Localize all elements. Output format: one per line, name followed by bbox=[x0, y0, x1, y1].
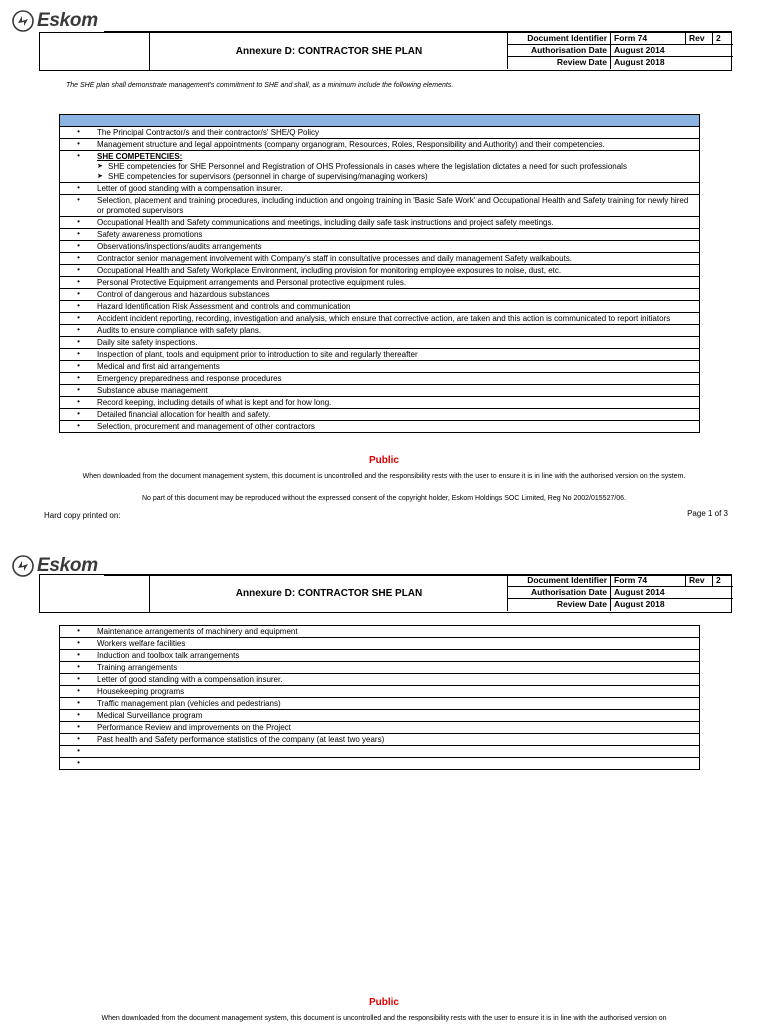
bullet-icon: • bbox=[77, 265, 80, 274]
eskom-logo-icon bbox=[12, 555, 34, 577]
logo-text: Eskom bbox=[37, 555, 98, 576]
list-item bbox=[60, 650, 699, 662]
header-blank-cell bbox=[40, 575, 150, 612]
list-item bbox=[60, 253, 699, 265]
bullet-icon: • bbox=[77, 746, 80, 755]
bullet-icon: • bbox=[77, 421, 80, 430]
bullet-icon: • bbox=[77, 349, 80, 358]
item-text: Workers welfare facilities bbox=[97, 639, 186, 648]
item-text: Contractor senior management involvement with Company's staff in consultative processes and daily management Safety walkabouts. bbox=[97, 254, 572, 263]
bullet-icon: • bbox=[77, 758, 80, 767]
list-item bbox=[60, 127, 699, 139]
sub-list-item bbox=[97, 172, 695, 182]
bullet-icon: • bbox=[77, 662, 80, 671]
classification-public: Public bbox=[368, 997, 399, 1008]
sub-item-text: SHE competencies for supervisors (personnel in charge of supervising/managing workers) bbox=[108, 172, 428, 181]
bullet-icon: • bbox=[77, 698, 80, 707]
item-text: Personal Protective Equipment arrangements and Personal protective equipment rules. bbox=[97, 278, 407, 287]
list-item bbox=[60, 313, 699, 325]
review-label: Review Date bbox=[507, 57, 611, 69]
list-item bbox=[60, 195, 699, 217]
list-item bbox=[60, 746, 699, 758]
auth-value: August 2014 bbox=[611, 45, 733, 57]
item-text: Inspection of plant, tools and equipment prior to introduction to site and regularly thereafter bbox=[97, 350, 418, 359]
list-item bbox=[60, 686, 699, 698]
item-text: Occupational Health and Safety Workplace Environment, including provision for monitoring employee exposures to noise, dust, etc. bbox=[97, 266, 562, 275]
bullet-icon: • bbox=[77, 373, 80, 382]
list-item bbox=[60, 397, 699, 409]
bullet-icon: • bbox=[77, 127, 80, 136]
list-item bbox=[60, 662, 699, 674]
header-meta bbox=[507, 33, 733, 70]
bullet-icon: • bbox=[77, 397, 80, 406]
list-item bbox=[60, 337, 699, 349]
list-item bbox=[60, 277, 699, 289]
header-blank-cell bbox=[40, 33, 150, 70]
bullet-icon: • bbox=[77, 686, 80, 695]
list-item bbox=[60, 698, 699, 710]
hard-copy-printed: Hard copy printed on: bbox=[44, 511, 121, 520]
list-item bbox=[60, 265, 699, 277]
bullet-icon: • bbox=[77, 217, 80, 226]
bullet-icon: • bbox=[77, 734, 80, 743]
bullet-icon: • bbox=[77, 325, 80, 334]
doc-id-value: Form 74 bbox=[611, 33, 685, 45]
item-text: Audits to ensure compliance with safety plans. bbox=[97, 326, 262, 335]
list-item bbox=[60, 361, 699, 373]
classification-public: Public bbox=[368, 455, 399, 466]
item-text: Training arrangements bbox=[97, 663, 178, 672]
item-text: Record keeping, including details of what is kept and for how long. bbox=[97, 398, 332, 407]
sub-item-text: SHE competencies for SHE Personnel and Registration of OHS Professionals in cases where the legislation dictates a need for such professionals bbox=[108, 162, 627, 171]
review-value: August 2018 bbox=[614, 599, 665, 609]
bullet-icon: • bbox=[77, 139, 80, 148]
document-title: Annexure D: CONTRACTOR SHE PLAN bbox=[235, 588, 423, 599]
list-item bbox=[60, 638, 699, 650]
rev-value: 2 bbox=[713, 575, 733, 587]
list-item bbox=[60, 139, 699, 151]
meta-row-review bbox=[507, 57, 733, 69]
bullet-icon: • bbox=[77, 674, 80, 683]
logo-text: Eskom bbox=[37, 10, 98, 31]
item-text: Occupational Health and Safety communications and meetings, including daily safe task instructions and project safety meetings. bbox=[97, 218, 554, 227]
disclaimer-uncontrolled: When downloaded from the document management system, this document is uncontrolled and the responsibility rests with the user to ensure it is in line with the authorised version on bbox=[101, 1015, 667, 1022]
bullet-icon: • bbox=[77, 241, 80, 250]
item-text: Emergency preparedness and response procedures bbox=[97, 374, 282, 383]
item-text: Substance abuse management bbox=[97, 386, 208, 395]
bullet-icon: • bbox=[77, 195, 80, 204]
meta-row-identifier bbox=[507, 33, 733, 45]
item-text: Selection, procurement and management of other contractors bbox=[97, 422, 315, 431]
list-item bbox=[60, 722, 699, 734]
bullet-icon: • bbox=[77, 253, 80, 262]
item-text: Accident incident reporting, recording, investigation and analysis, which ensure that corrective action, are taken and this action is communicated to report initiators bbox=[97, 314, 671, 323]
item-text: Performance Review and improvements on the Project bbox=[97, 723, 291, 732]
meta-row-identifier bbox=[507, 575, 733, 587]
list-item bbox=[60, 373, 699, 385]
list-item bbox=[60, 151, 699, 183]
list-item bbox=[60, 758, 699, 770]
bullet-icon: • bbox=[77, 710, 80, 719]
bullet-icon: • bbox=[77, 626, 80, 635]
list-item bbox=[60, 229, 699, 241]
review-value: August 2018 bbox=[614, 57, 665, 67]
doc-id-label: Document Identifier bbox=[507, 33, 611, 45]
item-text: Selection, placement and training procedures, including induction and ongoing training in 'Basic Safe Work' and Occupational Health and Safety training for newly hired or promoted supervisors bbox=[97, 196, 689, 215]
doc-id-value: Form 74 bbox=[611, 575, 685, 587]
bullet-icon: • bbox=[77, 183, 80, 192]
disclaimer-copyright: No part of this document may be reproduced without the expressed consent of the copyright holder, Eskom Holdings SOC Limited, Reg No 2002/015527/06. bbox=[141, 495, 627, 502]
bullet-icon: • bbox=[77, 277, 80, 286]
bullet-icon: • bbox=[77, 361, 80, 370]
auth-label: Authorisation Date bbox=[507, 45, 611, 57]
meta-row-authorisation bbox=[507, 587, 733, 599]
item-text: Maintenance arrangements of machinery and equipment bbox=[97, 627, 298, 636]
intro-text: The SHE plan shall demonstrate management's commitment to SHE and shall, as a minimum include the following elements. bbox=[66, 82, 454, 89]
bullet-icon: • bbox=[77, 638, 80, 647]
bullet-icon: • bbox=[77, 722, 80, 731]
bullet-icon: • bbox=[77, 409, 80, 418]
rev-label: Rev bbox=[685, 575, 713, 587]
item-text: Medical Surveillance program bbox=[97, 711, 203, 720]
bullet-icon: • bbox=[77, 229, 80, 238]
item-text: Detailed financial allocation for health and safety. bbox=[97, 410, 271, 419]
document-header bbox=[39, 32, 732, 71]
sub-list-item bbox=[97, 162, 695, 172]
doc-id-label: Document Identifier bbox=[507, 575, 611, 587]
item-text: Medical and first aid arrangements bbox=[97, 362, 220, 371]
table-header-band bbox=[60, 115, 699, 127]
list-item bbox=[60, 409, 699, 421]
item-text: Control of dangerous and hazardous substances bbox=[97, 290, 270, 299]
list-item bbox=[60, 349, 699, 361]
header-meta bbox=[507, 575, 733, 612]
list-item bbox=[60, 710, 699, 722]
item-text: Daily site safety inspections. bbox=[97, 338, 198, 347]
item-text: Management structure and legal appointments (company organogram, Resources, Roles, Responsibility and Authority) and their competencies. bbox=[97, 140, 605, 149]
list-item bbox=[60, 241, 699, 253]
item-text bbox=[97, 746, 699, 747]
list-item bbox=[60, 217, 699, 229]
list-item bbox=[60, 183, 699, 195]
rev-value: 2 bbox=[713, 33, 733, 45]
meta-row-review bbox=[507, 599, 733, 611]
list-item bbox=[60, 674, 699, 686]
bullet-icon: • bbox=[77, 385, 80, 394]
auth-label: Authorisation Date bbox=[507, 587, 611, 599]
eskom-logo bbox=[12, 10, 98, 32]
bullet-icon: • bbox=[77, 289, 80, 298]
list-item bbox=[60, 301, 699, 313]
document-header bbox=[39, 574, 732, 613]
list-item bbox=[60, 385, 699, 397]
list-item bbox=[60, 626, 699, 638]
rev-label: Rev bbox=[685, 33, 713, 45]
page-number: Page 1 of 3 bbox=[687, 509, 728, 518]
item-text: Past health and Safety performance statistics of the company (at least two years) bbox=[97, 735, 385, 744]
item-text: Induction and toolbox talk arrangements bbox=[97, 651, 240, 660]
bullet-icon: • bbox=[77, 151, 80, 160]
item-text: The Principal Contractor/s and their contractor/s' SHE/Q Policy bbox=[97, 128, 320, 137]
bullet-icon: • bbox=[77, 337, 80, 346]
bullet-icon: • bbox=[77, 301, 80, 310]
list-item bbox=[60, 734, 699, 746]
item-text bbox=[97, 758, 699, 759]
list-item bbox=[60, 289, 699, 301]
bullet-icon: • bbox=[77, 650, 80, 659]
she-elements-table-page2 bbox=[59, 625, 700, 770]
disclaimer-uncontrolled: When downloaded from the document management system, this document is uncontrolled and the responsibility rests with the user to ensure it is in line with the authorised version on the system. bbox=[82, 473, 686, 480]
item-text: Traffic management plan (vehicles and pedestrians) bbox=[97, 699, 281, 708]
item-text: Letter of good standing with a compensation insurer. bbox=[97, 675, 283, 684]
item-text: Hazard Identification Risk Assessment and controls and communication bbox=[97, 302, 351, 311]
review-label: Review Date bbox=[507, 599, 611, 611]
she-competencies-heading: SHE COMPETENCIES: bbox=[97, 152, 183, 161]
item-text: Housekeeping programs bbox=[97, 687, 185, 696]
item-text: Letter of good standing with a compensation insurer. bbox=[97, 184, 283, 193]
item-text: Safety awareness promotions bbox=[97, 230, 203, 239]
bullet-icon: • bbox=[77, 313, 80, 322]
list-item bbox=[60, 325, 699, 337]
document-title: Annexure D: CONTRACTOR SHE PLAN bbox=[235, 46, 423, 57]
list-item bbox=[60, 421, 699, 433]
item-text: Observations/inspections/audits arrangements bbox=[97, 242, 262, 251]
auth-value: August 2014 bbox=[611, 587, 733, 599]
meta-row-authorisation bbox=[507, 45, 733, 57]
arrow-bullet-icon: ➤ bbox=[97, 163, 103, 170]
eskom-logo-icon bbox=[12, 10, 34, 32]
she-elements-table-page1 bbox=[59, 114, 700, 433]
arrow-bullet-icon: ➤ bbox=[97, 173, 103, 180]
